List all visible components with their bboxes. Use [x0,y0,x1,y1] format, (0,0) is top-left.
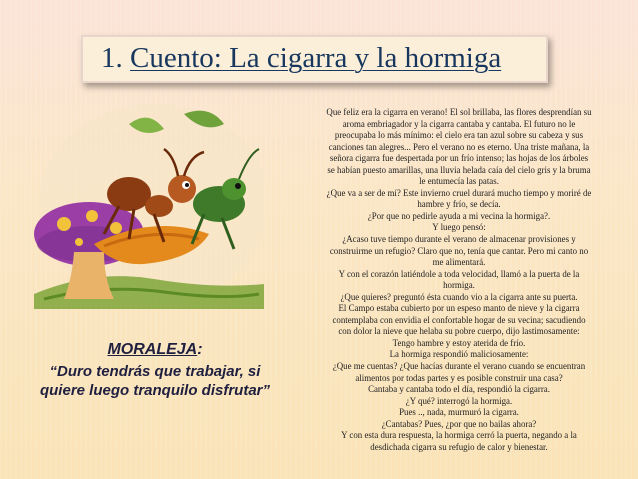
story-line: Pues .., nada, murmuró la cigarra. [399,407,519,418]
story-line: canciones tan alegres... Pero el verano no es eterno. Una triste mañana, la [328,141,590,152]
moral-block [30,340,280,400]
story-line: con dolor la nieve que helaba su pobre cuerpo, dijo lastimosamente: [338,326,580,337]
story-line: Que feliz era la cigarra en verano! El sol brillaba, las flores desprendían su [326,107,592,117]
story-line: ¿Y qué? interrogó la hormiga. [405,395,513,406]
moral-quote-line-1: “Duro tendrás que trabajar, si [49,363,261,380]
story-line: le entumecía las patas. [419,176,499,187]
story-line: se habían puesto amarillas, una lluvia helada caía del cielo gris y la bruma [327,164,591,175]
story-text [298,107,620,453]
moral-quote [30,362,280,400]
moral-quote-line-2: quiere luego tranquilo disfrutar” [39,382,271,399]
story-line: hambre y frío, se decía. [417,199,501,210]
story-line: contemplaba con envidia el confortable hogar de su vecina; sacudiendo [332,314,586,325]
story-line: Tengo hambre y estoy aterida de frío. [392,337,526,348]
slide-title [101,42,501,75]
story-line: ¿Por que no pedirle ayuda a mi vecina la hormiga?. [367,210,551,221]
story-line: ¿Que quieres? preguntó ésta cuando vio a la cigarra ante su puerta. [340,291,578,302]
story-line: ¿Cantabas? Pues, ¿por que no bailas ahora? [381,418,537,429]
story-line: me alimentará. [432,257,486,268]
story-line: Y luego pensó: [432,222,486,233]
story-line: preocupaba lo más mínimo: el cielo era tan azul sobre su cabeza y sus [334,130,584,141]
story-line: aroma embriagador y la cigarra cantaba y cantaba. El futuro no le [342,118,576,129]
story-line: ¿Acaso tuve tiempo durante el verano de almacenar provisiones y [342,234,576,245]
story-line: La hormiga respondió maliciosamente: [389,349,529,360]
moral-heading: MORALEJA [107,341,198,358]
moral-heading-colon: : [197,341,203,358]
story-line: hormiga. [443,280,475,291]
story-line: ¿Que va a ser de mí? Este invierno cruel durará mucho tiempo y moriré de [326,187,592,198]
story-line: desdichada cigarra su refugio de calor y bienestar. [370,441,548,452]
story-line: señora cigarra fue despertada por un frío intenso; las hojas de los árboles [329,153,589,164]
story-line: Y con esta dura respuesta, la hormiga cerró la puerta, negando a la [341,430,577,441]
title-text: Cuento: La cigarra y la hormiga [130,42,502,74]
story-line: construirme un refugio? Claro que no, tenía que cantar. Pero mi canto no [329,245,589,256]
title-number: 1. [101,42,123,74]
cricket-and-ant-illustration [34,94,264,309]
story-line: ¿Que me cuentas? ¿Que hacías durante el verano cuando se encuentran [332,361,586,372]
story-line: Y con el corazón latiéndole a toda velocidad, llamó a la puerta de la [338,268,580,279]
story-line: El Campo estaba cubierto por un espeso manto de nieve y la cigarra [338,303,580,314]
story-line: alimentos por todas partes y es posible construir una casa? [355,372,563,383]
title-box [81,35,548,83]
story-line: Cantaba y cantaba todo el día, respondió la cigarra. [368,384,550,395]
